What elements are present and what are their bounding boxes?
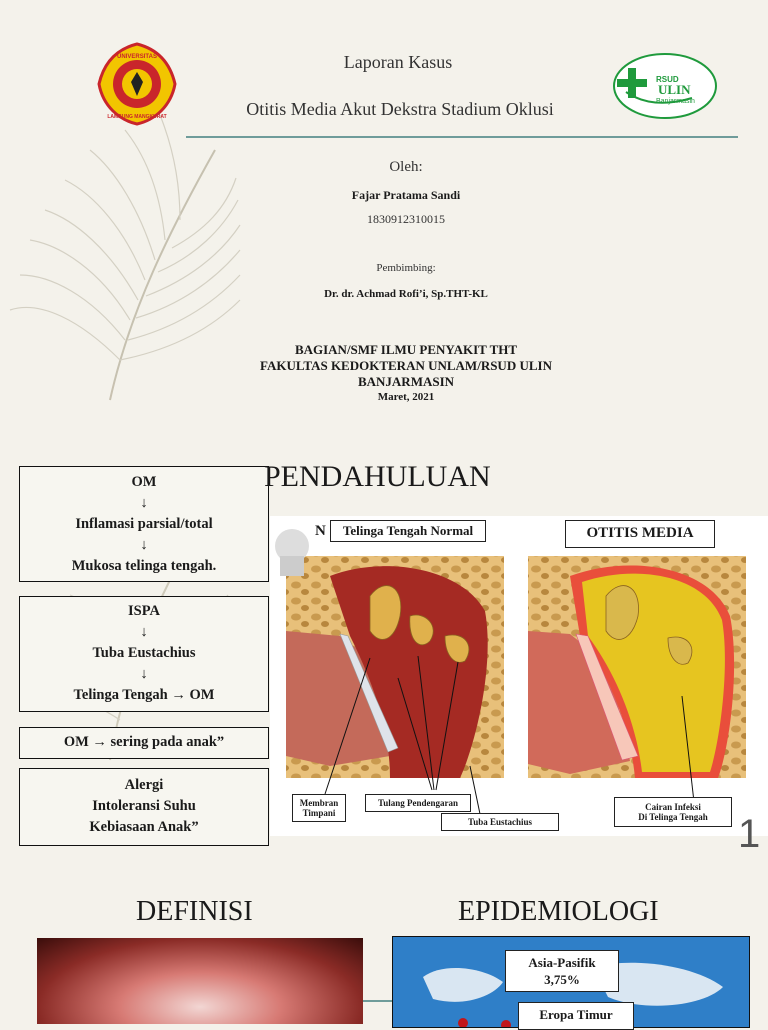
page-number: 1	[738, 812, 761, 856]
eastern-europe-label: Eropa Timur	[518, 1002, 634, 1030]
tulang-pendengaran-label: Tulang Pendengaran	[365, 794, 471, 812]
box2-line5: Telinga Tengah → OM	[73, 687, 215, 703]
risk-factors-box	[19, 768, 269, 846]
box4-line1: Alergi	[124, 777, 164, 793]
box1-line1: OM	[131, 474, 157, 490]
department-line-1: BAGIAN/SMF ILMU PENYAKIT THT	[294, 342, 518, 357]
otitis-media-label: OTITIS MEDIA	[565, 520, 715, 548]
report-type: Laporan Kasus	[343, 52, 453, 72]
box1-line5: Mukosa telinga tengah.	[71, 558, 217, 574]
asia-value: 3,75%	[544, 972, 580, 987]
box2-line3: Tuba Eustachius	[92, 645, 196, 661]
by-label: Oleh:	[389, 159, 423, 175]
asia-pacific-label	[505, 950, 619, 992]
supervisor-label: Pembimbing:	[376, 262, 436, 274]
ear-figure	[270, 516, 768, 836]
down-arrow-icon: ↓	[140, 666, 148, 682]
slide3-divider	[363, 1000, 393, 1002]
ulin-text: ULIN	[658, 82, 691, 97]
tuba-eustachius-label: Tuba Eustachius	[441, 813, 559, 831]
cairan-infeksi-label	[614, 797, 732, 827]
partial-label: N	[315, 523, 326, 539]
down-arrow-icon: ↓	[140, 624, 148, 640]
supervisor-name: Dr. dr. Achmad Rofi’i, Sp.THT-KL	[324, 288, 488, 300]
definition-image	[37, 938, 363, 1024]
om-children-box	[19, 727, 269, 759]
rsud-text: RSUD	[656, 75, 679, 84]
ispa-pathway-box	[19, 596, 269, 712]
report-title: Otitis Media Akut Dekstra Stadium Oklusi	[246, 99, 554, 119]
box1-line3: Inflamasi parsial/total	[75, 516, 213, 532]
department-line-3: BANJARMASIN	[357, 374, 455, 389]
section-heading-epidemiologi: EPIDEMIOLOGI	[458, 896, 659, 927]
report-date: Maret, 2021	[377, 391, 435, 403]
down-arrow-icon: ↓	[140, 537, 148, 553]
om-definition-box	[19, 466, 269, 582]
box4-line2: Intoleransi Suhu	[92, 798, 196, 814]
author-id: 1830912310015	[367, 212, 445, 226]
university-logo	[95, 42, 179, 126]
title-divider	[186, 136, 738, 138]
asia-label: Asia-Pasifik	[528, 955, 596, 970]
down-arrow-icon: ↓	[140, 495, 148, 511]
department-line-2: FAKULTAS KEDOKTERAN UNLAM/RSUD ULIN	[260, 358, 552, 373]
author-name: Fajar Pratama Sandi	[351, 188, 461, 202]
logo-text-top: UNIVERSITAS	[117, 54, 157, 60]
normal-ear-label: Telinga Tengah Normal	[330, 520, 486, 542]
ear-illustration	[270, 516, 768, 836]
section-heading-pendahuluan: PENDAHULUAN	[264, 460, 491, 493]
membran-timpani-label: Membran Timpani	[292, 794, 346, 822]
rsud-logo	[612, 52, 718, 120]
banjarmasin-text: Banjarmasin	[656, 98, 695, 105]
cairan-line-1: Cairan Infeksi	[645, 802, 701, 812]
logo-text-bottom: LAMBUNG MANGKURAT	[107, 114, 167, 120]
section-heading-definisi: DEFINISI	[136, 896, 253, 927]
box2-line1: ISPA	[128, 603, 160, 619]
cairan-line-2: Di Telinga Tengah	[638, 812, 708, 822]
box3-text: OM → sering pada anak”	[63, 734, 225, 750]
box4-line3: Kebiasaan Anak”	[89, 819, 199, 835]
